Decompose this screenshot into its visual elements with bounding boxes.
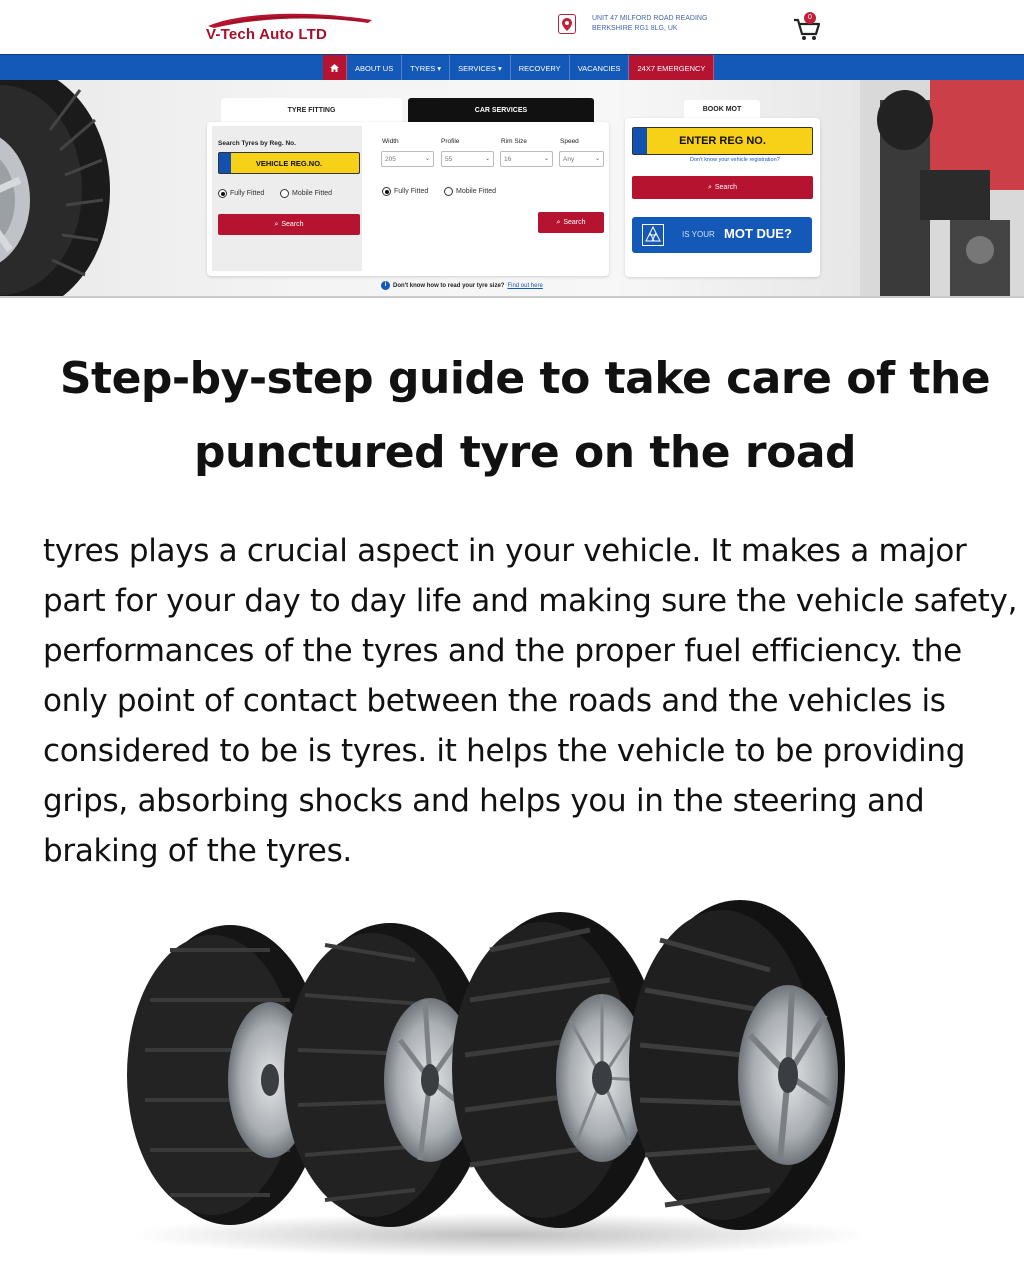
address bbox=[558, 14, 742, 34]
radio-fully-fitted-size[interactable] bbox=[382, 187, 428, 196]
mot-plate-placeholder: ENTER REG NO. bbox=[679, 135, 766, 147]
radio-selected-icon bbox=[382, 187, 391, 196]
chevron-down-icon: ⌄ bbox=[484, 156, 490, 162]
cart-button[interactable] bbox=[792, 12, 822, 42]
home-icon bbox=[330, 64, 339, 72]
search-icon: ⌕ bbox=[556, 218, 561, 226]
chevron-down-icon: ⌄ bbox=[594, 156, 600, 162]
info-icon: i bbox=[381, 281, 390, 290]
select-value: 16 bbox=[504, 155, 512, 163]
tab-tyre-fitting[interactable]: TYRE FITTING bbox=[221, 98, 402, 122]
rim-size-label: Rim Size bbox=[501, 138, 528, 145]
tyre-4-icon bbox=[629, 900, 845, 1230]
main-nav bbox=[0, 54, 1024, 80]
tyres-illustration bbox=[120, 890, 880, 1260]
logo-text: V-Tech Auto LTD bbox=[206, 26, 328, 43]
reg-search-button[interactable] bbox=[218, 214, 360, 235]
nav-about-us[interactable]: ABOUT US bbox=[347, 55, 402, 81]
tyre-search-card bbox=[207, 122, 609, 289]
nav-home[interactable] bbox=[323, 55, 347, 81]
address-text: UNIT 47 MILFORD ROAD READING BERKSHIRE RG1 8LG, UK bbox=[592, 15, 708, 32]
rim-size-select[interactable] bbox=[500, 151, 553, 167]
reg-plate-placeholder: VEHICLE REG.NO. bbox=[255, 158, 323, 168]
dont-know-registration-link[interactable]: Don't know your vehicle registration? bbox=[690, 157, 780, 163]
book-mot-card bbox=[625, 118, 820, 277]
chevron-down-icon: ⌄ bbox=[543, 156, 549, 162]
cart-count-badge: 0 bbox=[804, 12, 816, 24]
help-text: Don't know how to read your tyre size? bbox=[393, 282, 505, 289]
nav-services[interactable]: SERVICES ▾ bbox=[450, 55, 511, 81]
search-icon: ⌕ bbox=[274, 220, 279, 228]
nav-recovery[interactable]: RECOVERY bbox=[511, 55, 570, 81]
width-label: Width bbox=[382, 138, 399, 145]
radio-label: Fully Fitted bbox=[230, 190, 265, 197]
select-value: 205 bbox=[385, 155, 396, 163]
tyre-photo-icon bbox=[0, 80, 120, 298]
chevron-down-icon: ⌄ bbox=[424, 156, 430, 162]
profile-select[interactable] bbox=[441, 151, 494, 167]
radio-label: Mobile Fitted bbox=[456, 188, 497, 195]
eu-flag-icon bbox=[219, 153, 231, 173]
nav-emergency[interactable]: 24X7 EMERGENCY bbox=[629, 55, 714, 81]
radio-selected-icon bbox=[218, 189, 227, 198]
radio-unselected-icon bbox=[280, 189, 289, 198]
size-search-button[interactable] bbox=[538, 212, 604, 233]
mot-search-button[interactable] bbox=[632, 176, 813, 199]
map-pin-icon bbox=[558, 14, 576, 34]
reg-search-panel bbox=[212, 126, 362, 271]
tab-book-mot[interactable]: BOOK MOT bbox=[684, 100, 760, 118]
radio-unselected-icon bbox=[444, 187, 453, 196]
width-select[interactable] bbox=[381, 151, 434, 167]
mot-reg-plate-input[interactable] bbox=[632, 127, 813, 155]
speed-label: Speed bbox=[560, 138, 579, 145]
radio-label: Mobile Fitted bbox=[292, 190, 333, 197]
site-header bbox=[0, 0, 1024, 54]
radio-mobile-fitted-size[interactable] bbox=[444, 187, 496, 196]
search-icon: ⌕ bbox=[707, 183, 712, 191]
eu-flag-icon bbox=[633, 128, 647, 154]
button-label: Search bbox=[281, 221, 304, 228]
hero-divider bbox=[0, 296, 1024, 298]
logo[interactable] bbox=[200, 8, 380, 48]
radio-mobile-fitted[interactable] bbox=[280, 189, 332, 198]
mot-banner-small-text: IS YOUR bbox=[682, 230, 715, 239]
select-value: 55 bbox=[445, 155, 453, 163]
mot-triangles-icon bbox=[642, 224, 664, 246]
speed-select[interactable] bbox=[559, 151, 604, 167]
find-out-here-link[interactable]: Find out here bbox=[507, 282, 543, 289]
reg-search-label: Search Tyres by Reg. No. bbox=[218, 140, 296, 147]
mot-banner-big-text: MOT DUE? bbox=[724, 226, 792, 241]
nav-tyres[interactable]: TYRES ▾ bbox=[402, 55, 450, 81]
nav-vacancies[interactable]: VACANCIES bbox=[570, 55, 630, 81]
tyre-size-help bbox=[381, 281, 543, 290]
radio-label: Fully Fitted bbox=[394, 188, 429, 195]
reg-plate-input[interactable] bbox=[218, 152, 360, 174]
select-value: Any bbox=[563, 155, 575, 163]
article-title: Step-by-step guide to take care of the punctured tyre on the road bbox=[59, 353, 991, 478]
garage-machine-photo-icon bbox=[860, 80, 1024, 298]
button-label: Search bbox=[563, 219, 586, 226]
button-label: Search bbox=[714, 184, 738, 191]
article-body: tyres plays a crucial aspect in your vehicle. It makes a major part for your day to day life and making sure the vehicle safety, performances of the tyres and the proper fuel efficiency. the only point of contact between the roads and the vehicles is considered to be is tyres. it helps the vehicle to be providing grips, absorbing shocks and helps you in the steering and braking of the tyres. bbox=[43, 533, 1018, 869]
tab-car-services[interactable]: CAR SERVICES bbox=[408, 98, 594, 122]
mot-due-banner[interactable] bbox=[632, 217, 812, 253]
hero-banner bbox=[0, 80, 1024, 298]
profile-label: Profile bbox=[441, 138, 460, 145]
radio-fully-fitted[interactable] bbox=[218, 189, 264, 198]
